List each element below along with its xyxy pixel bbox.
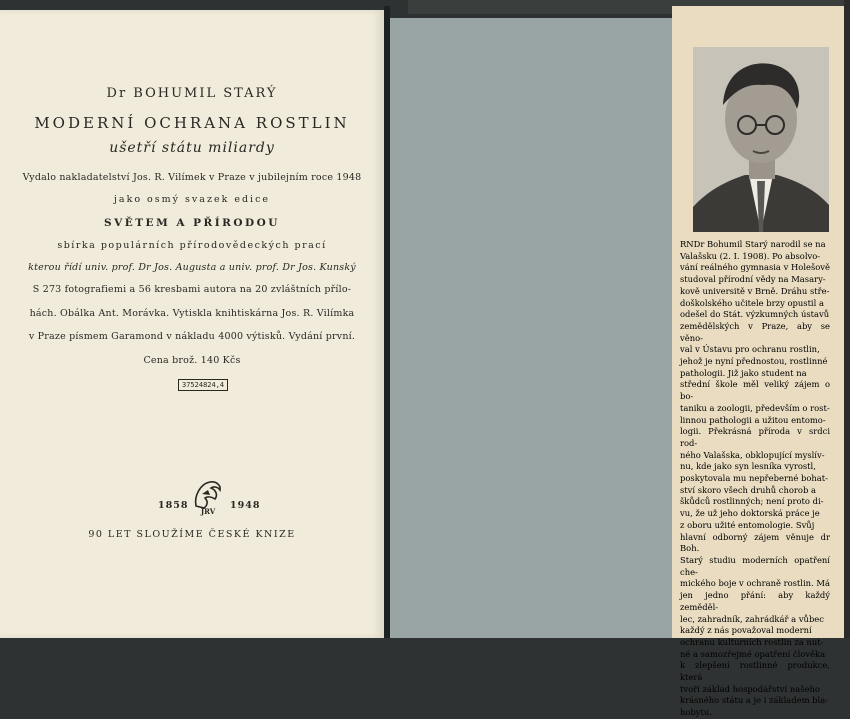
editors-line: kterou řídí univ. prof. Dr Jos. Augusta a univ. prof. Dr Jos. Kunský: [28, 262, 356, 273]
bio-line: mického boje v ochraně rostlin. Má: [680, 578, 830, 589]
bio-line: k zlepšení rostlinné produkce, která: [680, 660, 830, 683]
print-line: v Praze písmem Garamond v nákladu 4000 výtisků. Vydání první.: [28, 331, 356, 342]
bio-line: linnou pathologii a užitou entomo-: [680, 414, 826, 425]
bio-line: Starý studiu moderních opatření che-: [680, 554, 830, 577]
bio-line: zemědělských v Praze, aby se věno-: [680, 320, 830, 343]
bio-line: střední škole měl veliký zájem o bo-: [680, 379, 830, 402]
bio-line: vu, že už jeho doktorská práce je: [680, 508, 820, 519]
book-title: MODERNÍ OCHRANA ROSTLIN: [34, 114, 350, 132]
cover-board: [390, 18, 672, 638]
bio-line: logii. Překrásná příroda v srdci rod-: [680, 426, 830, 448]
bio-line: lec, zahradník, zahrádkář a vůbec: [680, 613, 824, 624]
series-name: SVĚTEM A PŘÍRODOU: [104, 217, 280, 229]
bio-line: škůdců rostlinných; není proto di-: [680, 496, 824, 507]
bio-line: jen jedno přání: aby každý zeměděl-: [680, 590, 830, 612]
author-name: Dr BOHUMIL STARÝ: [106, 86, 278, 101]
bio-line: kově universitě v Brně. Dráhu stře-: [680, 285, 830, 296]
bio-line: doškolského učitele brzy opustil a: [680, 297, 824, 308]
bio-line: ného Valašska, obklopující myslív-: [680, 449, 825, 460]
bio-line: z oboru užité entomologie. Svůj: [680, 519, 815, 530]
price-line: Cena brož. 140 Kčs: [143, 355, 241, 366]
bio-line: krásného státu a je i základem bla-: [680, 695, 829, 706]
bio-line: odešel do Stát. výzkumných ústavů: [680, 309, 830, 320]
bio-line: poskytovala mu nepřeberné bohat-: [680, 473, 828, 484]
bio-line: RNDr Bohumil Starý narodil se na: [680, 239, 826, 249]
bio-line: studoval přírodní vědy na Masary-: [680, 274, 826, 285]
illustrations-line: S 273 fotografiemi a 56 kresbami autora na 20 zvláštních přílo-: [32, 284, 352, 295]
publisher-line: Vydalo nakladatelství Jos. R. Vilímek v Praze v jubilejním roce 1948: [22, 172, 362, 183]
book-subtitle: ušetří státu miliardy: [109, 140, 275, 156]
author-biography: [680, 239, 830, 719]
cover-line: hách. Obálka Ant. Morávka. Vytiskla knihtiskárna Jos. R. Vilímka: [29, 308, 355, 319]
bio-line: nu, kde jako syn lesníka vyrostl,: [680, 461, 816, 472]
title-page: [0, 10, 384, 638]
bio-line: tvoří základ hospodářství našeho: [680, 683, 820, 694]
bio-line: hlavní odborný zájem věnuje dr Boh.: [680, 531, 830, 554]
bio-line: val v Ústavu pro ochranu rostlin,: [680, 344, 820, 355]
svg-text:JRV: JRV: [200, 507, 216, 516]
volume-line: jako osmý svazek edice: [113, 194, 271, 205]
bio-line: pathologii. Již jako student na: [680, 367, 807, 378]
author-photo: [693, 47, 829, 232]
bio-line: jehož je nyní přednostou, rostlinné: [680, 356, 828, 367]
bio-line: hobytu.: [680, 707, 712, 718]
bio-line: každý z nás považoval moderní: [680, 625, 812, 636]
bio-line: vání reálného gymnasia v Holešově: [680, 262, 830, 273]
bio-line: taniku a zoologii, především o rost-: [680, 402, 830, 413]
bio-line: Valašsku (2. I. 1908). Po absolvo-: [680, 250, 821, 261]
bio-line: ství skoro všech druhů chorob a: [680, 484, 816, 495]
publisher-logo: [188, 476, 228, 516]
flap-edge: [844, 0, 850, 638]
series-description: sbírka populárních přírodovědeckých prací: [57, 240, 327, 251]
year-start: 1858: [158, 500, 189, 511]
library-stamp: 37524824,4: [178, 379, 228, 391]
bio-line: né a samozřejmé opatření člověka: [680, 648, 826, 659]
publisher-motto: 90 LET SLOUŽÍME ČESKÉ KNIZE: [88, 529, 296, 540]
year-end: 1948: [230, 500, 261, 511]
bio-line: ochranu kulturních rostlin za nut-: [680, 636, 824, 647]
